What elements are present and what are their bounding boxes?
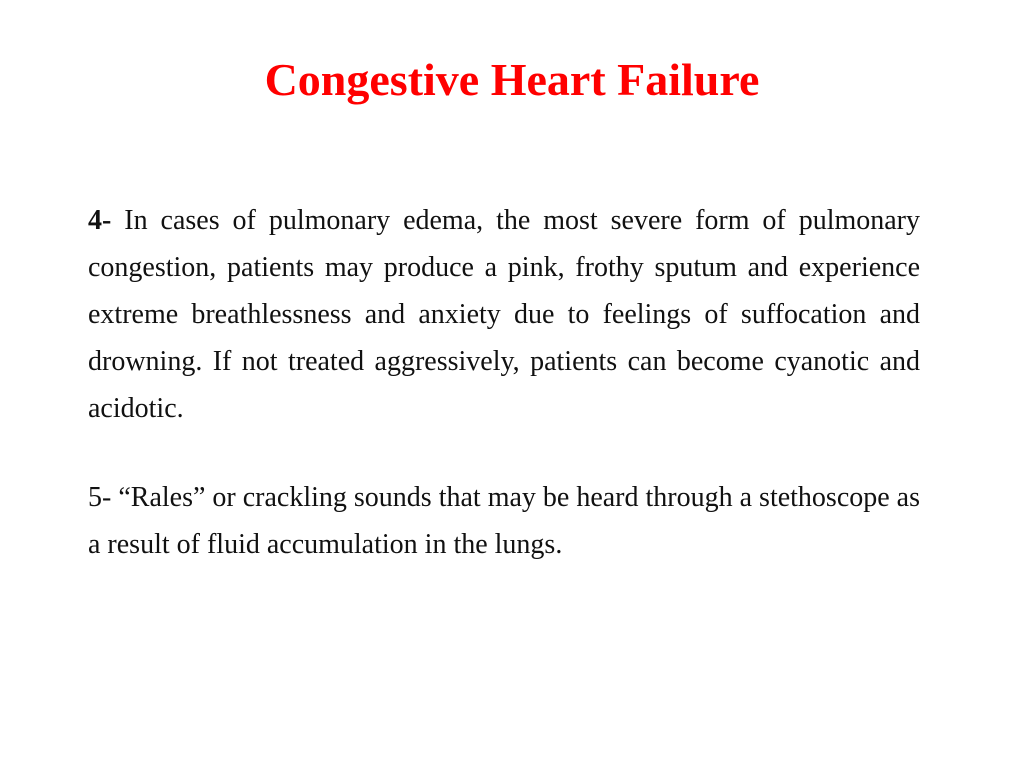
point-5-text: “Rales” or crackling sounds that may be heard through a stethoscope as a result of fluid accumulation in the lungs. — [88, 482, 921, 560]
point-5-number: 5- — [88, 482, 112, 513]
point-5-paragraph — [88, 474, 920, 568]
point-4-paragraph — [88, 197, 920, 432]
point-4-number: 4- — [88, 205, 112, 236]
point-4-text: In cases of pulmonary edema, the most severe form of pulmonary congestion, patients may produce a pink, frothy sputum and experience extreme breathlessness and anxiety due to feelings of suffocation and drowning. If not treated aggressively, patients can become cyanotic and acidotic. — [88, 205, 921, 424]
slide-title: Congestive Heart Failure — [264, 54, 760, 105]
